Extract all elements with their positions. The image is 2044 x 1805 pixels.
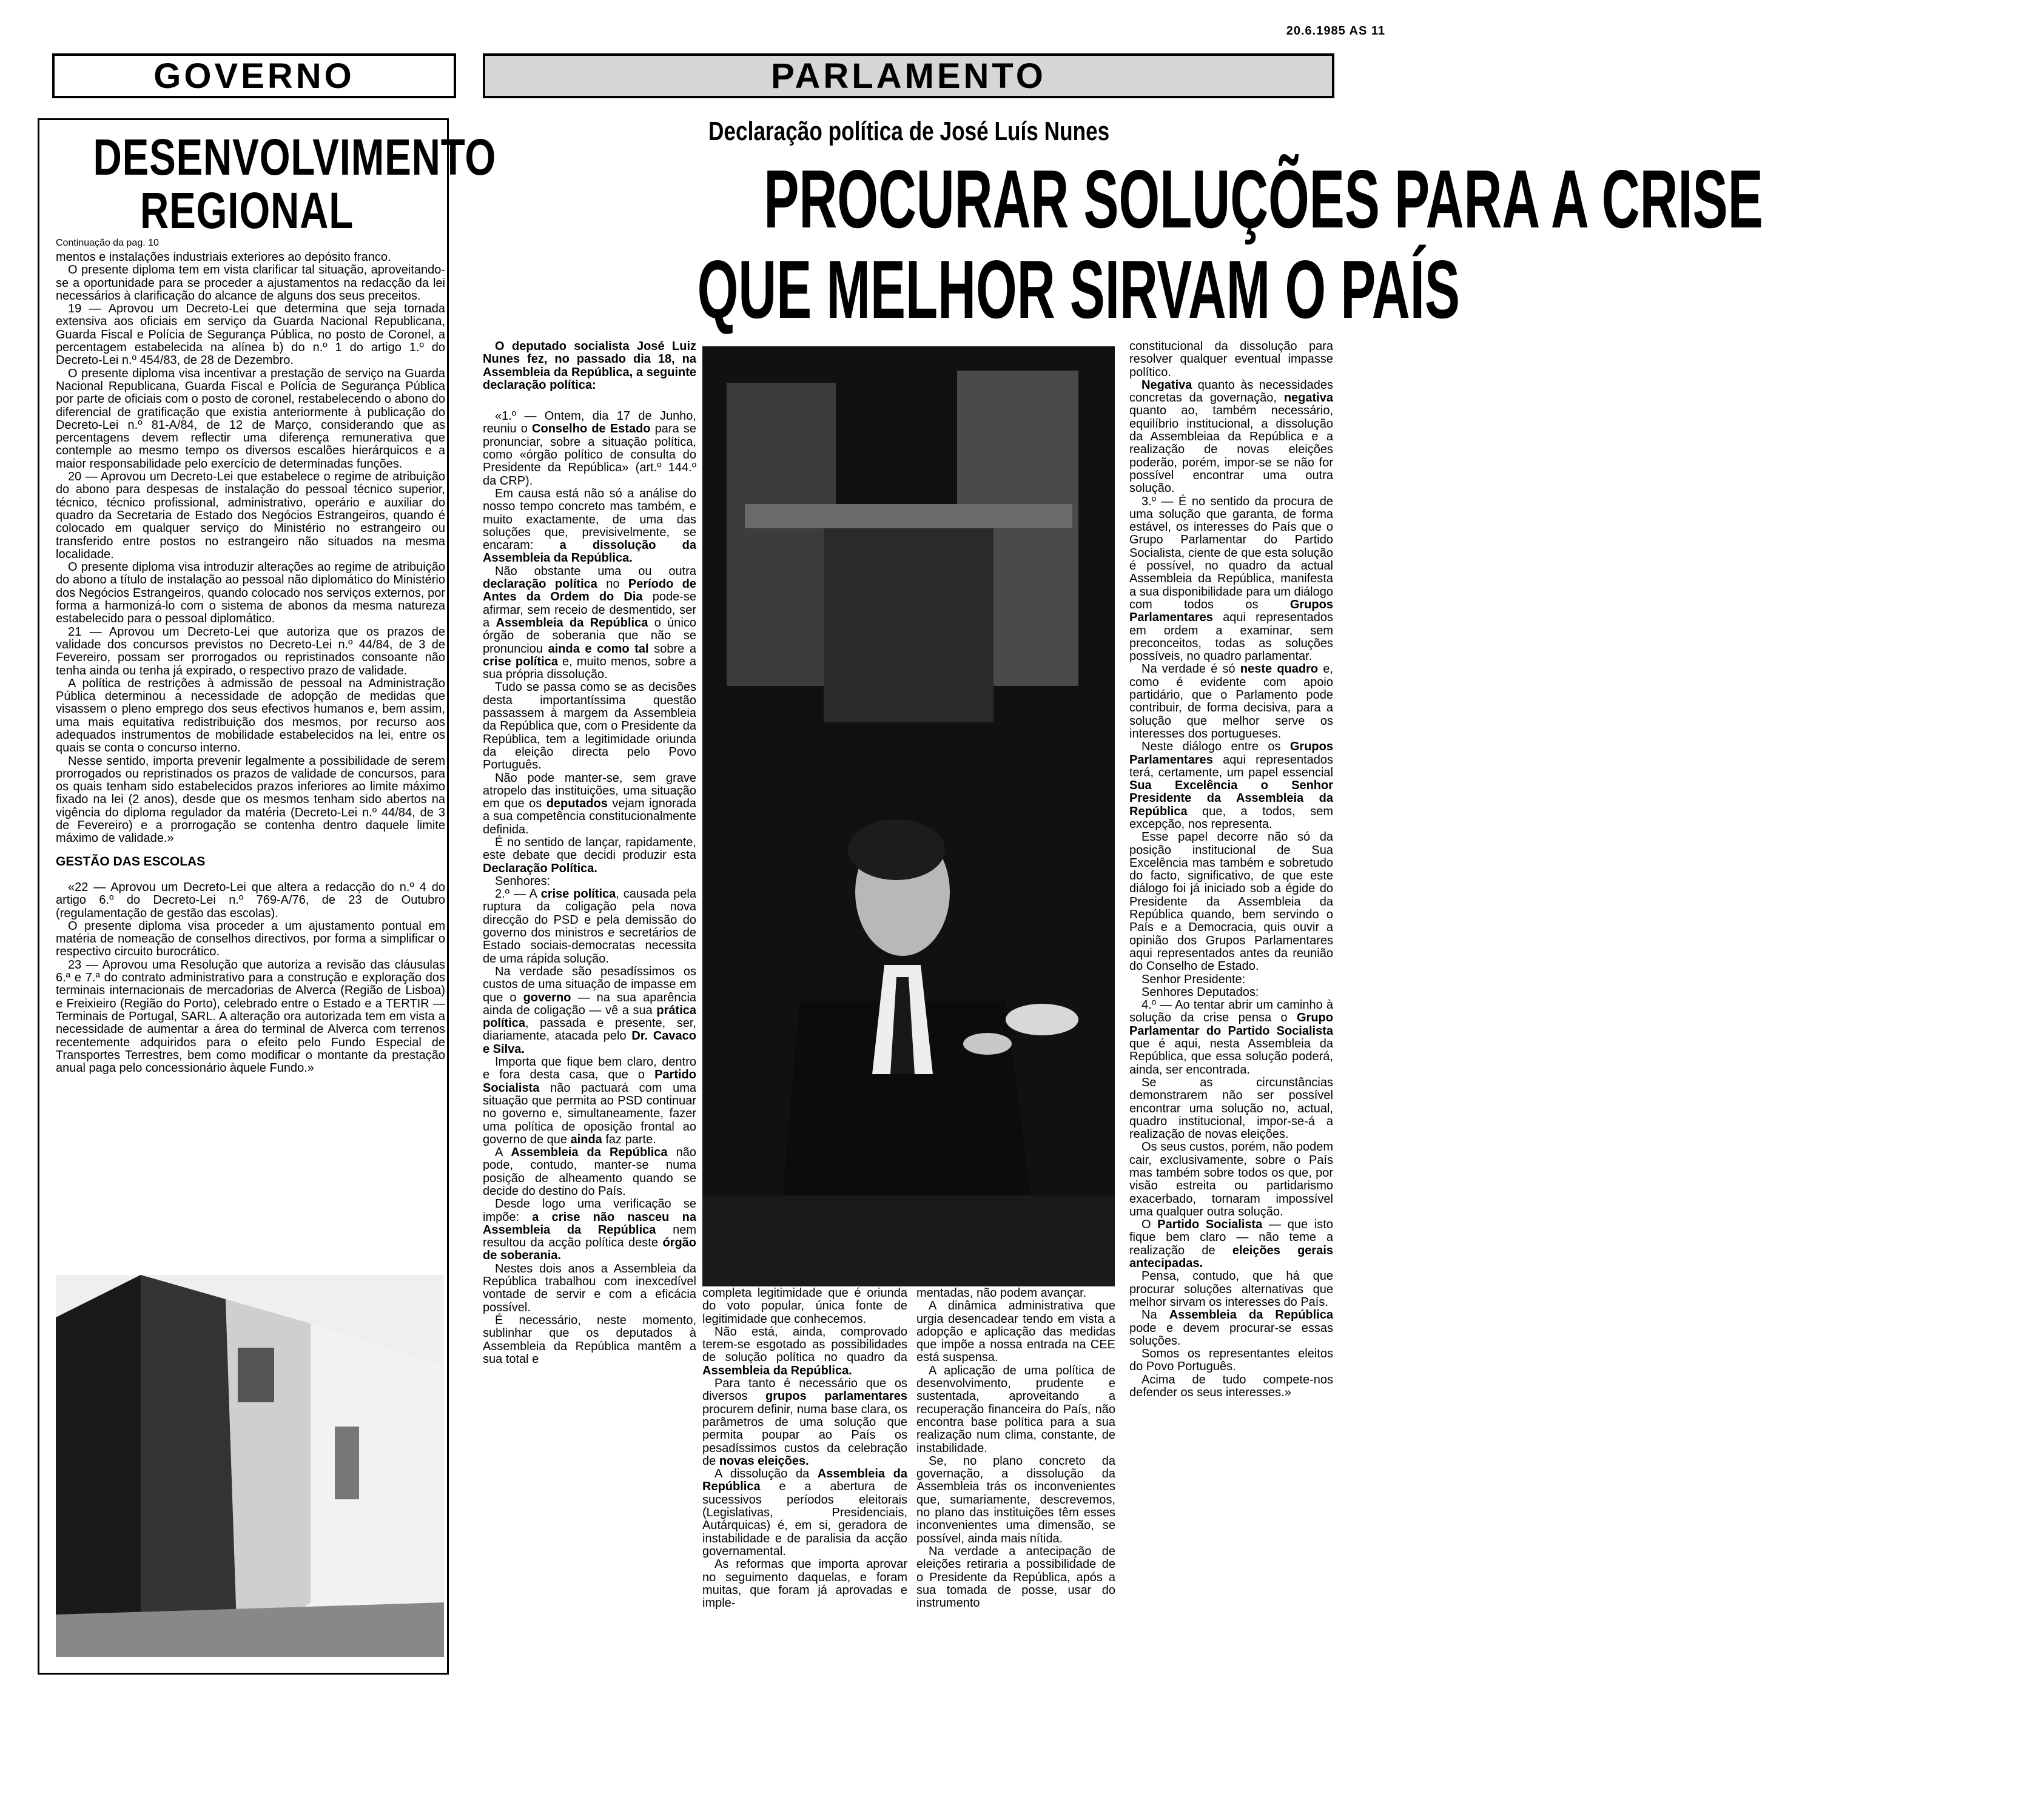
speaker-photo-image (702, 346, 1115, 1286)
dateline: 20.6.1985 AS 11 (1286, 24, 1385, 38)
street-photo-image (56, 1275, 444, 1657)
main-article-column-2: completa legitimidade que é oriunda do voto popular, única fonte de legitimidade que conhecemos. Não está, ainda, comprovado terem-se esgotado as possibilidades de solução política no quadro da Assembleia da República. Para tanto é necessário que os diversos grupos parlamentares procurem definir, numa base clara, os parâmetros de uma solução que permita poupar ao País os pesadíssimos custos da celebração de novas eleições. A dissolução da Assembleia da República e a abertura de sucessivos períodos eleitorais (Legislativas, Presidenciais, Autárquicas) é, em si, geradora de instabilidade e de paralisia da acção governamental. As reformas que importa aprovar no seguimento daquelas, e foram muitas, que foram já aprovadas e imple- (702, 1286, 907, 1610)
left-article-body: mentos e instalações industriais exteriores ao depósito franco. O presente diploma tem em vista clarificar tal situação, aproveitando-se a oportunidade para se proceder a ajustamentos na redacção da lei necessários à clarificação do alcance de alguns dos seus preceitos. 19 — Aprovou um Decreto-Lei que determina que seja tornada extensiva aos oficiais em serviço da Guarda Nacional Republicana, Guarda Fiscal e Polícia de Segurança Pública, no posto de Coronel, a percentagem estabelecida na alínea b) do n.º 1 do artigo 1.º do Decreto-Lei n.º 454/83, de 28 de Dezembro. O presente diploma visa incentivar a prestação de serviço na Guarda Nacional Republicana, Guarda Fiscal e Polícia de Segurança Pública por parte de oficiais com o posto de coronel, restabelecendo o abono do diferencial de gratificação que existia anteriormente à publicação do Decreto-Lei n.º 81-A/84, de 12 de Março, considerando que as percentagens devem reflectir uma diferença remunerativa que contemple ao mesmo tempo os diversos escalões hierárquicos e a maior responsabilidade pelo exercício de determinadas funções. 20 — Aprovou um Decreto-Lei que estabelece o regime de atribuição do abono para despesas de instalação do pessoal técnico superior, técnico, técnico profissional, administrativo, operário e auxiliar do quadro da Secretaria de Estado dos Negócios Estrangeiros, quando é colocado em qualquer serviço do Ministério no estrangeiro ou transferido entre postos no estrangeiro não situados na mesma localidade. O presente diploma visa introduzir alterações ao regime de atribuição do abono a título de instalação ao pessoal não diplomático do Ministério dos Negócios Estrangeiros, quando colocado nos serviços externos, por forma a harmonizá-lo com o sistema de abonos da mesma natureza estabelecido para o pessoal diplomático. 21 — Aprovou um Decreto-Lei que autoriza que os prazos de validade dos concursos previstos no Decreto-Lei n.º 44/84, de 3 de Fevereiro, possam ser prorrogados ou repristinados consoante não tenha ainda ou tenha já expirado, o respectivo prazo de validade. A política de restrições à admissão de pessoal na Administração Pública determinou a necessidade de adopção de medidas que visassem o pleno emprego dos seus efectivos humanos e, bem assim, uma mais equitativa redistribuição dos mesmos, por recurso aos adequados instrumentos de mobilidade estabelecidos na lei, entre os quais se conta o concurso interno. Nesse sentido, importa prevenir legalmente a possibilidade de serem prorrogados ou repristinados os prazos de validade de concursos, para os quais tenham sido estabelecidos prazos inferiores ao limite máximo fixado na lei (2 anos), desde que os mesmos tenham sido abertos na vigência do diploma regulador da matéria (Decreto-Lei n.º 44/84, de 3 de Fevereiro) e a prorrogação se contenha dentro daquele limite máximo de validade.» GESTÃO DAS ESCOLAS «22 — Aprovou um Decreto-Lei que altera a redacção do n.º 4 do artigo 6.º do Decreto-Lei n.º 769-A/76, de 23 de Outubro (regulamentação de gestão das escolas). O presente diploma visa proceder a um ajustamento pontual em matéria de nomeação de conselhos directivos, por forma a simplificar o respectivo circuito burocrático. 23 — Aprovou uma Resolução que autoriza a revisão das cláusulas 6.ª e 7.ª do contrato administrativo para a construção e exploração dos terminais internacionais de mercadorias de Alverca (Região de Lisboa) e Freixieiro (Região do Porto), celebrado entre o Estado e a TERTIR — Terminais de Portugal, SARL. A alteração ora autorizada tem em vista a necessidade de aumentar a área do terminal de Alverca com terrenos recentemente adquiridos para o efeito pelo Fundo Especial de Transportes Terrestres, bem como modificar o montante da prestação anual paga pelo concessionário àquele Fundo.» (56, 250, 445, 1075)
section-banner-governo (52, 53, 456, 98)
article-lead: O deputado socialista José Luiz Nunes fez, no passado dia 18, na Assembleia da República, a seguinte declaração política: (483, 340, 696, 392)
headline-line-2: QUE MELHOR SIRVAM O PAÍS (697, 243, 1461, 335)
main-article-column-1: O deputado socialista José Luiz Nunes fez, no passado dia 18, na Assembleia da República, a seguinte declaração política: «1.º — Ontem, dia 17 de Junho, reuniu o Conselho de Estado para se pronunciar, sobre a situação política, como «órgão político de consulta do Presidente da República» (art.º 144.º da CRP). Em causa está não só a análise do nosso tempo concreto mas também, e muito exactamente, de uma das soluções que, previsivelmente, se encaram: a dissolução da Assembleia da República. Não obstante uma ou outra declaração política no Período de Antes da Ordem do Dia pode-se afirmar, sem receio de desmentido, ser a Assembleia da República o único órgão de soberania que não se pronunciou ainda e como tal sobre a crise política e, muito menos, sobre a sua própria dissolução. Tudo se passa como se as decisões desta importantíssima questão passassem à margem da Assembleia da República que, com o Presidente da República, tem a legitimidade oriunda da eleição directa pelo Povo Português. Não pode manter-se, sem grave atropelo das instituições, uma situação em que os deputados vejam ignorada a sua competência constitucionalmente definida. É no sentido de lançar, rapidamente, este debate que decidi produzir esta Declaração Política. Senhores: 2.º — A crise política, causada pela ruptura da coligação pela nova direcção do PSD e pela demissão do governo dos ministros e secretários de Estado sociais-democratas necessita de uma rápida solução. Na verdade são pesadíssimos os custos de uma situação de impasse em que o governo — na sua aparência ainda de coligação — vê a sua prática política, passada e presente, ser, diariamente, atacada pelo Dr. Cavaco e Silva. Importa que fique bem claro, dentro e fora desta casa, que o Partido Socialista não pactuará com uma situação que permita ao PSD continuar no governo e, simultaneamente, fazer uma política de oposição frontal ao governo de que ainda faz parte. A Assembleia da República não pode, contudo, manter-se numa posição de alheamento quando se decide do destino do País. Desde logo uma verificação se impõe: a crise não nasceu na Assembleia da República nem resultou da acção política deste órgão de soberania. Nestes dois anos a Assembleia da República trabalhou com inexcedível vontade de servir e com a eficácia possível. É necessário, neste momento, sublinhar que os deputados à Assembleia da República mantêm a sua total e (483, 340, 697, 1366)
main-article-column-4: constitucional da dissolução para resolver qualquer eventual impasse político. Negativa quanto às necessidades concretas da governação, negativa quanto ao, também necessário, equilíbrio institucional, a dissolução da Assembleiaa da República e a realização de novas eleições poderão, porém, impor-se se não for possível encontrar uma outra solução. 3.º — É no sentido da procura de uma solução que garanta, de forma estável, os interesses do País que o Grupo Parlamentar do Partido Socialista, ciente de que esta solução é possível, no quadro da actual Assembleia da República, manifesta a sua disponibilidade para um diálogo com todos os Grupos Parlamentares aqui representados em ordem a examinar, sem preconceitos, todas as soluções possíveis, no quadro parlamentar. Na verdade é só neste quadro e, como é evidente com apoio partidário, que o Parlamento pode contribuir, de forma decisiva, para a solução que melhor serve os interesses dos portugueses. Neste diálogo entre os Grupos Parlamentares aqui representados terá, certamente, um papel essencial Sua Excelência o Senhor Presidente da Assembleia da República que, a todos, sem excepção, nos representa. Esse papel decorre não só da posição institucional de Sua Excelência mas também e sobretudo do facto, significativo, de que este diálogo foi já iniciado sob a égide do Presidente da Assembleia da República quando, bem servindo o País e a Democracia, quis ouvir a opinião dos Grupos Parlamentares aqui representados antes da reunião do Conselho de Estado. Senhor Presidente: Senhores Deputados: 4.º — Ao tentar abrir um caminho à solução da crise pensa o Grupo Parlamentar do Partido Socialista que é aqui, nesta Assembleia da República, que essa solução poderá, ainda, ser encontrada. Se as circunstâncias demonstrarem não ser possível encontrar uma solução no, actual, quadro institucional, impor-se-á a realização de novas eleições. Os seus custos, porém, não podem cair, exclusivamente, sobre o País mas também sobre todos os que, por visão estreita ou partidarismo exacerbado, tornaram impossível uma qualquer outra solução. O Partido Socialista — que isto fique bem claro — não teme a realização de eleições gerais antecipadas. Pensa, contudo, que há que procurar soluções alternativas que melhor sirvam os interesses do País. Na Assembleia da República pode e devem procurar-se essas soluções. Somos os representantes eleitos do Povo Português. Acima de tudo compete-nos defender os seus interesses.» (1129, 340, 1334, 1400)
section-label: PARLAMENTO (771, 56, 1046, 96)
main-article-column-3: mentadas, não podem avançar. A dinâmica administrativa que urgia desencadear tendo em vista a adopção e aplicação das medidas que impõe a nossa entrada na CEE está suspensa. A aplicação de uma política de desenvolvimento, prudente e sustentada, aproveitando a recuperação financeira do País, não encontra base política para a sua realização num clima, constante, de instabilidade. Se, no plano concreto da governação, a dissolução da Assembleia trás os inconvenientes que, sumariamente, descrevemos, no plano das instituições têm esses inconvenientes uma dimensão, se possível, ainda mais nítida. Na verdade a antecipação de eleições retiraria a possibilidade de o Presidente da República, após a sua tomada de posse, usar do instrumento (916, 1286, 1115, 1610)
continuation-note: Continuação da pag. 10 (56, 238, 159, 248)
left-article-title: DESENVOLVIMENTO REGIONAL (93, 129, 497, 239)
section-label: GOVERNO (153, 56, 355, 96)
street-photo (56, 1275, 444, 1657)
subhead: GESTÃO DAS ESCOLAS (56, 854, 206, 869)
headline-line-1: PROCURAR SOLUÇÕES PARA A CRISE (764, 153, 1763, 245)
article-kicker: Declaração política de José Luís Nunes (708, 116, 1110, 146)
section-banner-parlamento (483, 53, 1334, 98)
speaker-photo (702, 346, 1115, 1286)
